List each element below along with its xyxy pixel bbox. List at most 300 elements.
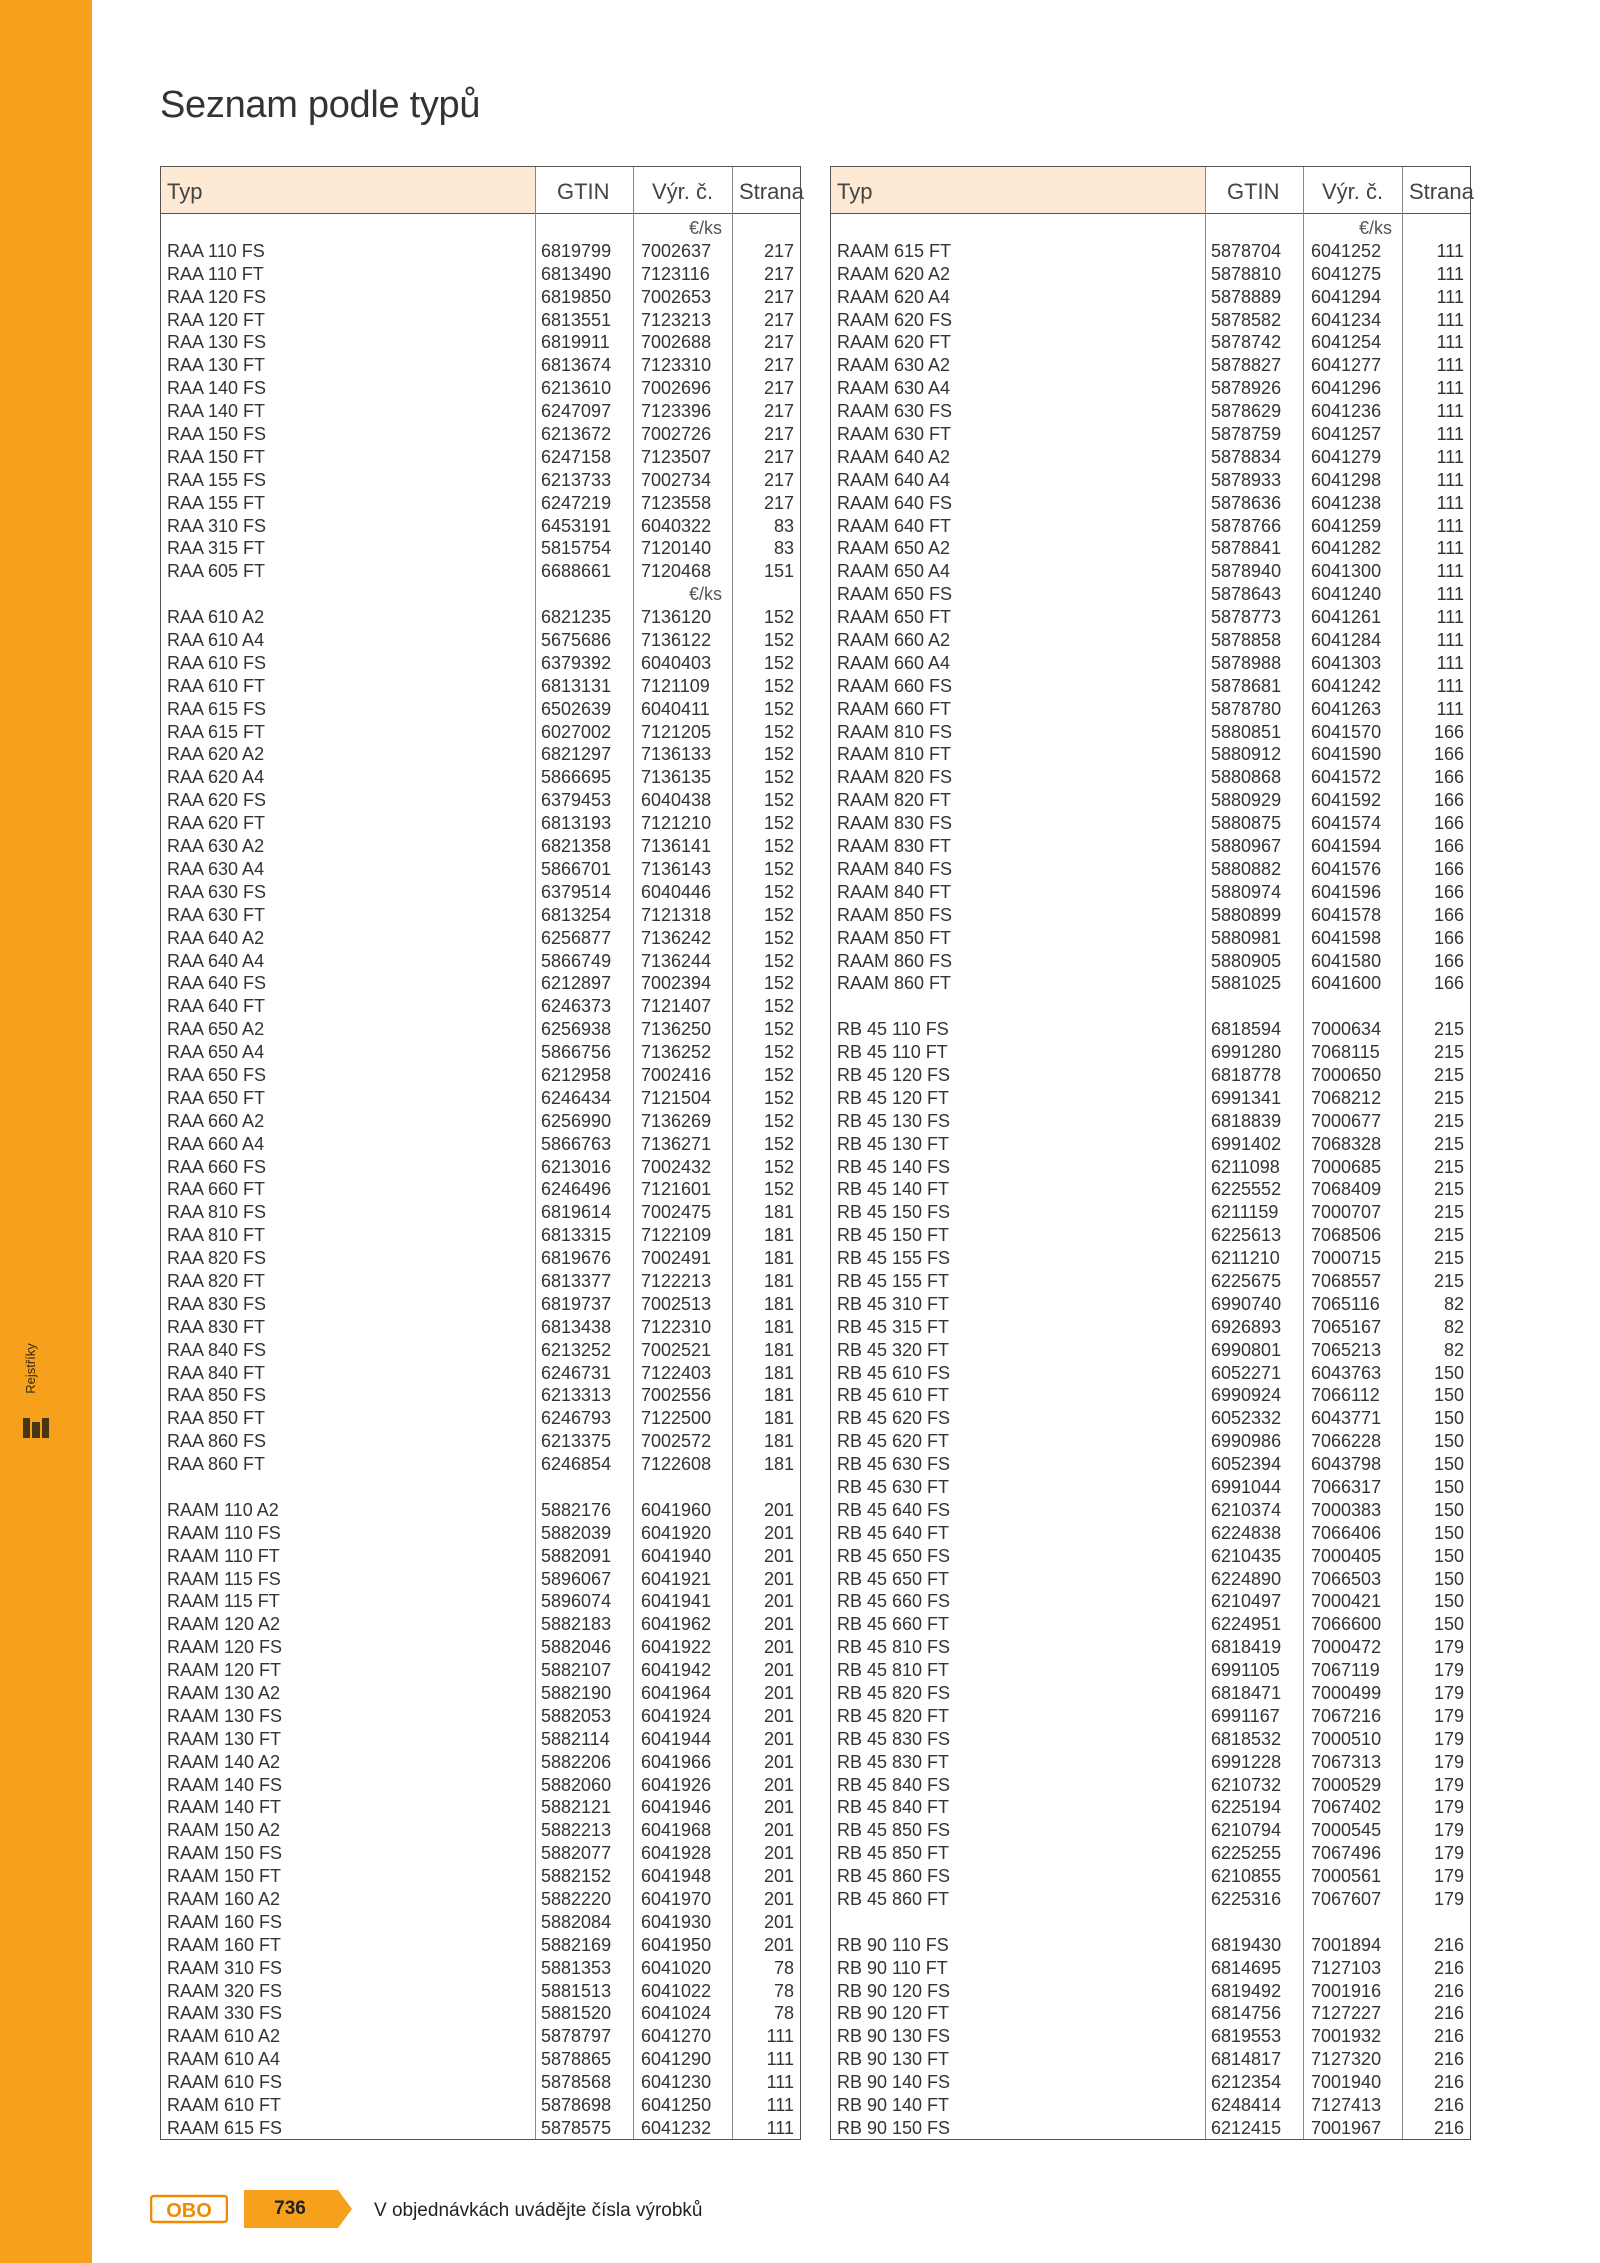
table-row bbox=[161, 240, 800, 263]
type-cell: RAA 640 FT bbox=[167, 996, 266, 1017]
gtin-cell: 5880974 bbox=[1211, 881, 1282, 902]
table-row bbox=[161, 1590, 800, 1613]
type-cell: RB 45 155 FT bbox=[837, 1270, 950, 1291]
type-cell: RAA 120 FS bbox=[167, 286, 267, 307]
type-cell: RAAM 610 FS bbox=[167, 2072, 283, 2093]
page-cell: 181 bbox=[763, 1225, 794, 1246]
gtin-cell: 5882190 bbox=[541, 1683, 612, 1703]
item-number-cell: 7001940 bbox=[1311, 2072, 1382, 2093]
type-cell: RB 45 810 FS bbox=[837, 1637, 951, 1658]
item-number-cell: 6041922 bbox=[641, 1637, 712, 1658]
table-row bbox=[161, 1224, 800, 1247]
type-cell: RAAM 130 FT bbox=[167, 1728, 282, 1749]
item-number-cell: 7136242 bbox=[641, 927, 712, 948]
type-cell: RAAM 140 FS bbox=[167, 1774, 283, 1795]
page-cell: 179 bbox=[1433, 1889, 1464, 1910]
gtin-cell: 6821358 bbox=[541, 836, 612, 857]
table-row bbox=[831, 1247, 1470, 1270]
page-cell: 111 bbox=[1436, 492, 1464, 513]
type-cell: RB 45 120 FS bbox=[837, 1064, 951, 1085]
table-row bbox=[161, 2071, 800, 2094]
page-cell: 150 bbox=[1433, 1568, 1464, 1589]
gtin-cell: 5882114 bbox=[541, 1728, 610, 1749]
gtin-cell: 5881025 bbox=[1211, 973, 1282, 994]
item-number-cell: 6041250 bbox=[641, 2095, 712, 2116]
item-number-cell: 6041928 bbox=[641, 1843, 712, 1864]
page-cell: 216 bbox=[1433, 2026, 1464, 2047]
type-cell: RB 45 130 FS bbox=[837, 1110, 951, 1131]
type-cell: RAA 615 FS bbox=[167, 698, 267, 719]
item-number-cell: 6041580 bbox=[1311, 950, 1382, 971]
page-cell: 217 bbox=[763, 378, 794, 399]
type-cell: RAAM 640 FS bbox=[837, 492, 953, 513]
item-number-cell: 6041236 bbox=[1311, 401, 1382, 422]
table-row bbox=[161, 1247, 800, 1270]
table-row bbox=[831, 1087, 1470, 1110]
item-number-cell: 7000677 bbox=[1311, 1110, 1382, 1131]
item-number-cell: 7002521 bbox=[641, 1339, 712, 1360]
type-cell: RAAM 820 FT bbox=[837, 790, 952, 811]
gtin-cell: 6991167 bbox=[1211, 1705, 1280, 1726]
page-cell: 217 bbox=[763, 492, 794, 513]
page-cell: 215 bbox=[1433, 1179, 1464, 1200]
item-number-cell: 7136244 bbox=[641, 950, 712, 971]
table-row bbox=[831, 1476, 1470, 1499]
table-row bbox=[161, 1568, 800, 1591]
type-cell: RAA 860 FS bbox=[167, 1431, 267, 1452]
page-cell: 216 bbox=[1433, 2117, 1464, 2138]
type-cell: RAA 140 FS bbox=[167, 378, 267, 399]
item-number-cell: 6041238 bbox=[1311, 492, 1382, 513]
page-cell: 111 bbox=[766, 2072, 794, 2093]
page-cell: 111 bbox=[1436, 538, 1464, 559]
type-cell: RB 90 120 FT bbox=[837, 2003, 950, 2024]
gtin-cell: 5878865 bbox=[541, 2049, 612, 2070]
gtin-cell: 5878704 bbox=[1211, 240, 1282, 261]
gtin-cell: 5882176 bbox=[541, 1499, 612, 1520]
page-cell: 217 bbox=[763, 469, 794, 490]
type-cell: RB 45 850 FS bbox=[837, 1820, 951, 1841]
page-cell: 201 bbox=[763, 1820, 794, 1841]
table-row bbox=[161, 652, 800, 675]
page-cell: 111 bbox=[1436, 424, 1464, 445]
type-cell: RAAM 310 FS bbox=[167, 1957, 283, 1978]
table-row bbox=[831, 2094, 1470, 2117]
page-cell: 166 bbox=[1433, 950, 1464, 971]
item-number-cell: 7068115 bbox=[1311, 1042, 1380, 1063]
unit-row bbox=[161, 583, 800, 606]
type-cell: RB 45 820 FS bbox=[837, 1683, 951, 1703]
gtin-cell: 6926893 bbox=[1211, 1316, 1282, 1337]
page-cell: 111 bbox=[1436, 515, 1464, 536]
gtin-cell: 6818471 bbox=[1211, 1683, 1282, 1703]
item-number-cell: 7123396 bbox=[641, 401, 712, 422]
page-cell: 201 bbox=[763, 1568, 794, 1589]
gtin-cell: 6813438 bbox=[541, 1316, 612, 1337]
table-row bbox=[161, 2002, 800, 2025]
gtin-cell: 5882046 bbox=[541, 1637, 612, 1658]
gtin-cell: 5882053 bbox=[541, 1705, 612, 1726]
page-cell: 179 bbox=[1433, 1637, 1464, 1658]
gtin-cell: 6213610 bbox=[541, 378, 612, 399]
page-cell: 181 bbox=[763, 1270, 794, 1291]
item-number-cell: 7000383 bbox=[1311, 1499, 1382, 1520]
gtin-cell: 6819737 bbox=[541, 1293, 612, 1314]
type-cell: RB 45 155 FS bbox=[837, 1248, 951, 1269]
type-cell: RB 45 320 FT bbox=[837, 1339, 950, 1360]
type-cell: RAA 820 FT bbox=[167, 1270, 266, 1291]
table-row bbox=[831, 789, 1470, 812]
type-cell: RB 45 110 FT bbox=[837, 1042, 948, 1063]
type-cell: RAA 810 FT bbox=[167, 1225, 266, 1246]
gtin-cell: 5882206 bbox=[541, 1751, 612, 1772]
type-cell: RAAM 810 FS bbox=[837, 721, 953, 742]
type-cell: RAAM 615 FT bbox=[837, 240, 952, 261]
spacer-row bbox=[161, 1476, 800, 1499]
type-cell: RAA 660 FS bbox=[167, 1156, 267, 1177]
item-number-cell: 6041240 bbox=[1311, 584, 1382, 605]
table-row bbox=[161, 927, 800, 950]
type-cell: RAAM 160 A2 bbox=[167, 1889, 281, 1910]
gtin-cell: 6991228 bbox=[1211, 1751, 1282, 1772]
gtin-cell: 6819676 bbox=[541, 1248, 612, 1269]
gtin-cell: 6225255 bbox=[1211, 1843, 1282, 1864]
page-cell: 78 bbox=[773, 1957, 794, 1978]
gtin-cell: 6379392 bbox=[541, 652, 612, 673]
gtin-cell: 6818839 bbox=[1211, 1110, 1282, 1131]
page-cell: 78 bbox=[773, 1980, 794, 2001]
page-cell: 150 bbox=[1433, 1522, 1464, 1543]
gtin-cell: 5866756 bbox=[541, 1042, 612, 1063]
item-number-cell: 6041277 bbox=[1311, 355, 1382, 376]
table-row bbox=[831, 1384, 1470, 1407]
table-row bbox=[161, 1407, 800, 1430]
type-cell: RB 90 150 FS bbox=[837, 2117, 951, 2138]
table-row bbox=[161, 1705, 800, 1728]
type-cell: RB 45 660 FT bbox=[837, 1614, 950, 1635]
item-number-cell: 7002734 bbox=[641, 469, 712, 490]
type-cell: RAA 650 FT bbox=[167, 1087, 266, 1108]
page-cell: 166 bbox=[1433, 836, 1464, 857]
table-row bbox=[831, 858, 1470, 881]
page-cell: 201 bbox=[763, 1843, 794, 1864]
table-row bbox=[831, 1156, 1470, 1179]
section-marker-icon bbox=[23, 1418, 49, 1438]
item-number-cell: 6040403 bbox=[641, 652, 712, 673]
gtin-cell: 6256877 bbox=[541, 927, 612, 948]
table-row bbox=[831, 1224, 1470, 1247]
gtin-cell: 6813377 bbox=[541, 1270, 612, 1291]
page-cell: 216 bbox=[1433, 2049, 1464, 2070]
type-cell: RAAM 640 A2 bbox=[837, 446, 951, 467]
gtin-cell: 6224838 bbox=[1211, 1522, 1282, 1543]
table-row bbox=[831, 1957, 1470, 1980]
page-cell: 150 bbox=[1433, 1499, 1464, 1520]
item-number-cell: 7000715 bbox=[1311, 1248, 1382, 1269]
item-number-cell: 6041576 bbox=[1311, 858, 1382, 879]
table-row bbox=[161, 537, 800, 560]
gtin-cell: 6813674 bbox=[541, 355, 612, 376]
table-row bbox=[161, 1842, 800, 1865]
gtin-cell: 6813193 bbox=[541, 813, 612, 834]
table-row bbox=[161, 515, 800, 538]
gtin-cell: 5878629 bbox=[1211, 401, 1282, 422]
table-row bbox=[831, 1659, 1470, 1682]
table-row bbox=[831, 1751, 1470, 1774]
table-row bbox=[831, 1568, 1470, 1591]
gtin-cell: 6225613 bbox=[1211, 1225, 1282, 1246]
type-cell: RAA 605 FT bbox=[167, 561, 266, 582]
type-cell: RB 45 650 FT bbox=[837, 1568, 950, 1589]
gtin-cell: 6224951 bbox=[1211, 1614, 1282, 1635]
gtin-cell: 6991280 bbox=[1211, 1042, 1282, 1063]
item-number-cell: 6041242 bbox=[1311, 675, 1382, 696]
item-number-cell: 6041930 bbox=[641, 1911, 712, 1932]
page-cell: 152 bbox=[763, 1156, 794, 1177]
item-number-cell: 7002726 bbox=[641, 424, 712, 445]
table-row bbox=[161, 881, 800, 904]
table-row bbox=[161, 629, 800, 652]
gtin-cell: 5878681 bbox=[1211, 675, 1282, 696]
gtin-cell: 6813490 bbox=[541, 263, 612, 284]
table-row bbox=[831, 1499, 1470, 1522]
page-cell: 152 bbox=[763, 881, 794, 902]
table-row bbox=[161, 1545, 800, 1568]
item-number-cell: 7067216 bbox=[1311, 1705, 1382, 1726]
table-row bbox=[161, 1156, 800, 1179]
page-cell: 181 bbox=[763, 1408, 794, 1429]
table-row bbox=[161, 972, 800, 995]
item-number-cell: 7127227 bbox=[1311, 2003, 1382, 2024]
type-cell: RAAM 860 FS bbox=[837, 950, 953, 971]
type-cell: RAAM 630 FS bbox=[837, 401, 953, 422]
page-cell: 152 bbox=[763, 1110, 794, 1131]
page-cell: 166 bbox=[1433, 881, 1464, 902]
gtin-cell: 6247219 bbox=[541, 492, 612, 513]
item-number-cell: 6041950 bbox=[641, 1934, 712, 1955]
gtin-cell: 6213016 bbox=[541, 1156, 612, 1177]
item-number-cell: 7122109 bbox=[641, 1225, 712, 1246]
type-cell: RAA 110 FS bbox=[167, 240, 265, 261]
page-cell: 78 bbox=[773, 2003, 794, 2024]
table-row bbox=[831, 927, 1470, 950]
gtin-cell: 5878933 bbox=[1211, 469, 1282, 490]
type-cell: RB 45 650 FS bbox=[837, 1545, 951, 1566]
item-number-cell: 7002491 bbox=[641, 1248, 712, 1269]
item-number-cell: 7000650 bbox=[1311, 1064, 1382, 1085]
type-cell: RB 45 110 FS bbox=[837, 1019, 949, 1040]
type-cell: RAA 150 FS bbox=[167, 424, 267, 445]
gtin-cell: 6819492 bbox=[1211, 1980, 1282, 2001]
item-number-cell: 6041024 bbox=[641, 2003, 712, 2024]
page-cell: 150 bbox=[1433, 1431, 1464, 1452]
page-cell: 152 bbox=[763, 1042, 794, 1063]
header-typ-background bbox=[161, 167, 535, 213]
type-cell: RAA 610 A4 bbox=[167, 630, 265, 651]
page-cell: 215 bbox=[1433, 1248, 1464, 1269]
table-row bbox=[831, 1430, 1470, 1453]
type-cell: RAAM 610 FT bbox=[167, 2095, 282, 2116]
table-row bbox=[831, 240, 1470, 263]
gtin-cell: 5882060 bbox=[541, 1774, 612, 1795]
page-cell: 150 bbox=[1433, 1476, 1464, 1497]
page-cell: 181 bbox=[763, 1431, 794, 1452]
page-number: 736 bbox=[274, 2198, 306, 2219]
item-number-cell: 6041594 bbox=[1311, 836, 1382, 857]
item-number-cell: 6041941 bbox=[641, 1591, 712, 1612]
item-number-cell: 6041596 bbox=[1311, 881, 1382, 902]
item-number-cell: 6041921 bbox=[641, 1568, 712, 1589]
gtin-cell: 5866701 bbox=[541, 858, 612, 879]
item-number-cell: 7136252 bbox=[641, 1042, 712, 1063]
item-number-cell: 7000405 bbox=[1311, 1545, 1382, 1566]
table-row bbox=[161, 1316, 800, 1339]
table-row bbox=[161, 1362, 800, 1385]
gtin-cell: 6256938 bbox=[541, 1019, 612, 1040]
type-cell: RAA 640 A2 bbox=[167, 927, 265, 948]
type-cell: RB 45 150 FT bbox=[837, 1225, 950, 1246]
page-cell: 82 bbox=[1443, 1293, 1464, 1314]
gtin-cell: 5878568 bbox=[541, 2072, 612, 2093]
type-cell: RAAM 610 A4 bbox=[167, 2049, 281, 2070]
page-cell: 166 bbox=[1433, 973, 1464, 994]
type-cell: RAAM 830 FS bbox=[837, 813, 953, 834]
gtin-cell: 6814695 bbox=[1211, 1957, 1282, 1978]
page-cell: 179 bbox=[1433, 1774, 1464, 1795]
item-number-cell: 7000529 bbox=[1311, 1774, 1382, 1795]
page-cell: 215 bbox=[1433, 1019, 1464, 1040]
page-cell: 152 bbox=[763, 813, 794, 834]
table-row bbox=[161, 2117, 800, 2140]
table-row bbox=[831, 881, 1470, 904]
table-row bbox=[161, 492, 800, 515]
item-number-cell: 7000421 bbox=[1311, 1591, 1382, 1612]
type-cell: RAAM 615 FS bbox=[167, 2117, 283, 2138]
item-number-cell: 7123507 bbox=[641, 446, 712, 467]
page-cell: 83 bbox=[773, 515, 794, 536]
type-cell: RAAM 110 FT bbox=[167, 1545, 280, 1566]
gtin-cell: 6379453 bbox=[541, 790, 612, 811]
type-cell: RAA 810 FS bbox=[167, 1202, 267, 1223]
table-row bbox=[831, 1110, 1470, 1133]
gtin-cell: 6213672 bbox=[541, 424, 612, 445]
table-row bbox=[831, 515, 1470, 538]
item-number-cell: 7000707 bbox=[1311, 1202, 1382, 1223]
item-number-cell: 7122213 bbox=[641, 1270, 712, 1291]
type-cell: RB 45 640 FS bbox=[837, 1499, 951, 1520]
type-cell: RAA 315 FT bbox=[167, 538, 266, 559]
table-row bbox=[831, 743, 1470, 766]
item-number-cell: 7068212 bbox=[1311, 1087, 1382, 1108]
page-cell: 215 bbox=[1433, 1133, 1464, 1154]
gtin-cell: 6818532 bbox=[1211, 1728, 1282, 1749]
table-row bbox=[161, 1064, 800, 1087]
type-cell: RB 45 120 FT bbox=[837, 1087, 950, 1108]
table-row bbox=[161, 1774, 800, 1797]
gtin-cell: 6990924 bbox=[1211, 1385, 1282, 1406]
type-cell: RAAM 660 FT bbox=[837, 698, 952, 719]
item-number-cell: 7002637 bbox=[641, 240, 712, 261]
item-number-cell: 7000472 bbox=[1311, 1637, 1382, 1658]
gtin-cell: 6211210 bbox=[1211, 1248, 1280, 1269]
item-number-cell: 6041962 bbox=[641, 1614, 712, 1635]
table-row bbox=[161, 950, 800, 973]
gtin-cell: 6052332 bbox=[1211, 1408, 1282, 1429]
type-cell: RAAM 840 FT bbox=[837, 881, 952, 902]
type-cell: RAA 630 A4 bbox=[167, 858, 265, 879]
gtin-cell: 6991402 bbox=[1211, 1133, 1282, 1154]
spacer-row bbox=[831, 1911, 1470, 1934]
item-number-cell: 6041252 bbox=[1311, 240, 1382, 261]
gtin-cell: 6210855 bbox=[1211, 1866, 1282, 1887]
page-cell: 152 bbox=[763, 1087, 794, 1108]
item-number-cell: 6041275 bbox=[1311, 263, 1382, 284]
unit-row bbox=[161, 217, 800, 240]
item-number-cell: 7127320 bbox=[1311, 2049, 1382, 2070]
gtin-cell: 6212415 bbox=[1211, 2117, 1282, 2138]
page-cell: 217 bbox=[763, 355, 794, 376]
page-cell: 111 bbox=[1436, 401, 1464, 422]
gtin-cell: 6213252 bbox=[541, 1339, 612, 1360]
item-number-cell: 7002688 bbox=[641, 332, 712, 353]
page-cell: 150 bbox=[1433, 1454, 1464, 1475]
gtin-cell: 5815754 bbox=[541, 538, 612, 559]
type-cell: RAAM 640 FT bbox=[837, 515, 952, 536]
page-cell: 201 bbox=[763, 1705, 794, 1726]
table-row bbox=[161, 1911, 800, 1934]
table-row bbox=[831, 1133, 1470, 1156]
gtin-cell: 5896074 bbox=[541, 1591, 612, 1612]
page-cell: 216 bbox=[1433, 2095, 1464, 2116]
page-cell: 83 bbox=[773, 538, 794, 559]
page-cell: 166 bbox=[1433, 744, 1464, 765]
page-cell: 82 bbox=[1443, 1316, 1464, 1337]
type-cell: RB 45 840 FT bbox=[837, 1797, 950, 1818]
page-cell: 151 bbox=[763, 561, 794, 582]
unit-label: €/ks bbox=[689, 218, 723, 238]
item-number-cell: 6041970 bbox=[641, 1889, 712, 1910]
type-cell: RAAM 130 FS bbox=[167, 1705, 283, 1726]
type-cell: RAAM 330 FS bbox=[167, 2003, 283, 2024]
gtin-cell: 5880868 bbox=[1211, 767, 1282, 788]
table-row bbox=[161, 789, 800, 812]
gtin-cell: 5866749 bbox=[541, 950, 612, 971]
header-vyr: Výr. č. bbox=[1322, 179, 1384, 204]
type-cell: RAA 650 A4 bbox=[167, 1042, 265, 1063]
item-number-cell: 7000545 bbox=[1311, 1820, 1382, 1841]
table-row bbox=[161, 286, 800, 309]
gtin-cell: 5878834 bbox=[1211, 446, 1282, 467]
table-row bbox=[161, 1934, 800, 1957]
type-cell: RB 45 140 FS bbox=[837, 1156, 951, 1177]
table-row bbox=[831, 1522, 1470, 1545]
type-cell: RB 90 120 FS bbox=[837, 1980, 951, 2001]
page-cell: 166 bbox=[1433, 767, 1464, 788]
page-cell: 111 bbox=[1436, 446, 1464, 467]
table-row bbox=[831, 950, 1470, 973]
item-number-cell: 6040411 bbox=[641, 698, 710, 719]
type-cell: RAAM 810 FT bbox=[837, 744, 952, 765]
table-row bbox=[831, 1201, 1470, 1224]
page-cell: 201 bbox=[763, 1911, 794, 1932]
item-number-cell: 7123310 bbox=[641, 355, 712, 376]
type-cell: RB 45 610 FS bbox=[837, 1362, 951, 1383]
page-cell: 152 bbox=[763, 1179, 794, 1200]
type-cell: RAA 620 FT bbox=[167, 813, 266, 834]
type-cell: RAA 660 A4 bbox=[167, 1133, 265, 1154]
page-cell: 166 bbox=[1433, 721, 1464, 742]
side-bar bbox=[0, 0, 92, 2263]
